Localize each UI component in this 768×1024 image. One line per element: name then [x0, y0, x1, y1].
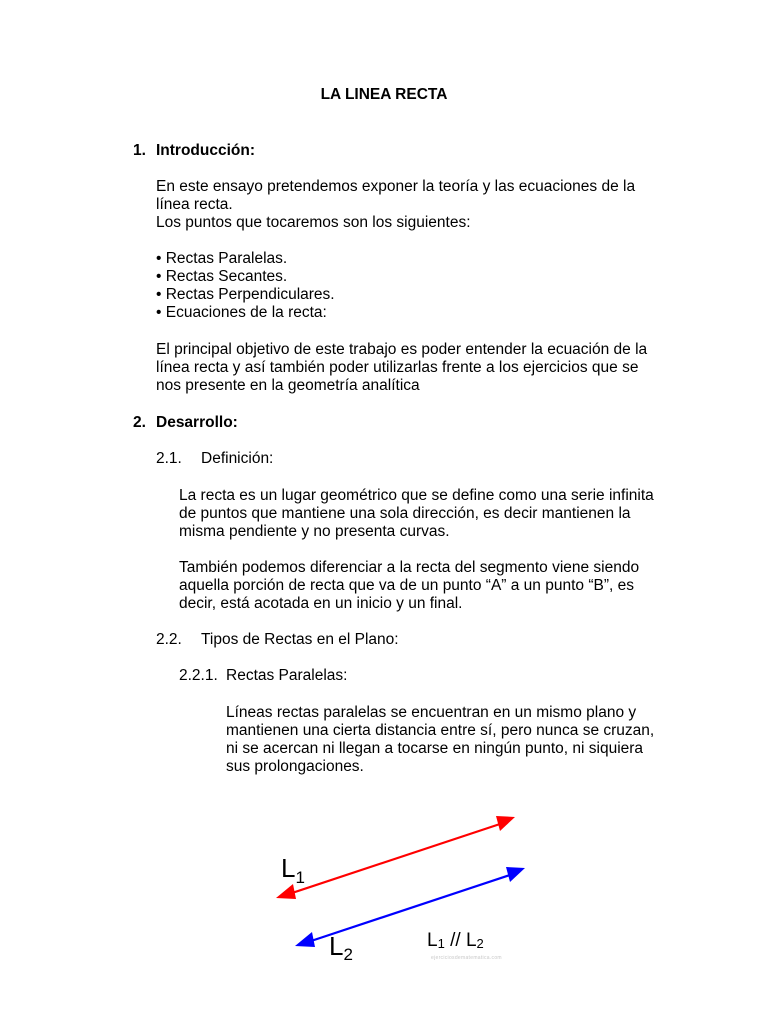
arrowhead-left-blue [295, 932, 315, 947]
section-title: Introducción: [156, 142, 256, 159]
paragraph-line: sus prolongaciones. [226, 758, 364, 775]
subsection-title: Definición: [201, 450, 274, 467]
paragraph-line: aquella porción de recta que va de un punto “A” a un punto “B”, es [179, 577, 634, 594]
line-l1-stroke [289, 823, 503, 894]
paragraph-line: ni se acercan ni llegan a tocarse en ningún punto, ni siquiera [226, 740, 644, 757]
section-title: Desarrollo: [156, 414, 238, 431]
subsection-title: Tipos de Rectas en el Plano: [201, 631, 399, 648]
paragraph-line: línea recta y así también poder utilizarlas frente a los ejercicios que se [156, 359, 639, 376]
subsection-number: 2.1. [156, 450, 182, 467]
line-l1 [276, 816, 515, 899]
section-number: 2. [133, 414, 146, 431]
parallel-relation-label: L1 // L2 [427, 930, 484, 951]
label-l1: $L_1$ [281, 853, 305, 887]
paragraph-line: También podemos diferenciar a la recta del segmento viene siendo [179, 559, 640, 576]
paragraph-line: Líneas rectas paralelas se encuentran en un mismo plano y [226, 704, 637, 721]
paragraph-line: decir, está acotada en un inicio y un final. [179, 595, 463, 612]
paragraph-line: La recta es un lugar geométrico que se define como una serie infinita [179, 487, 654, 504]
subsection-number: 2.2. [156, 631, 182, 648]
section-number: 1. [133, 142, 146, 159]
page-title: LA LINEA RECTA [320, 86, 448, 103]
bullet-item: • Rectas Paralelas. [156, 250, 288, 267]
paragraph-line: de puntos que mantiene una sola dirección, es decir mantienen la [179, 505, 631, 522]
paragraph-line: Los puntos que tocaremos son los siguientes: [156, 214, 471, 231]
arrowhead-right-blue [506, 867, 525, 882]
bullet-item: • Ecuaciones de la recta: [156, 304, 327, 321]
paragraph-line: nos presente en la geometría analítica [156, 377, 420, 394]
watermark-text: ejerciciosdematematica.com [431, 955, 502, 961]
paragraph-line: mantienen una cierta distancia entre sí, pero nunca se cruzan, [226, 722, 655, 739]
bullet-item: • Rectas Perpendiculares. [156, 286, 335, 303]
subsection-title: Rectas Paralelas: [226, 667, 348, 684]
paragraph-line: línea recta. [156, 196, 233, 213]
arrowhead-left-red [276, 884, 296, 899]
paragraph-line: El principal objetivo de este trabajo es poder entender la ecuación de la [156, 341, 648, 358]
paragraph-line: En este ensayo pretendemos exponer la teoría y las ecuaciones de la [156, 178, 636, 195]
paragraph-line: misma pendiente y no presenta curvas. [179, 523, 450, 540]
arrowhead-right-red [496, 816, 515, 831]
subsection-number: 2.2.1. [179, 667, 218, 684]
bullet-item: • Rectas Secantes. [156, 268, 288, 285]
label-l2: L2 [329, 931, 353, 964]
